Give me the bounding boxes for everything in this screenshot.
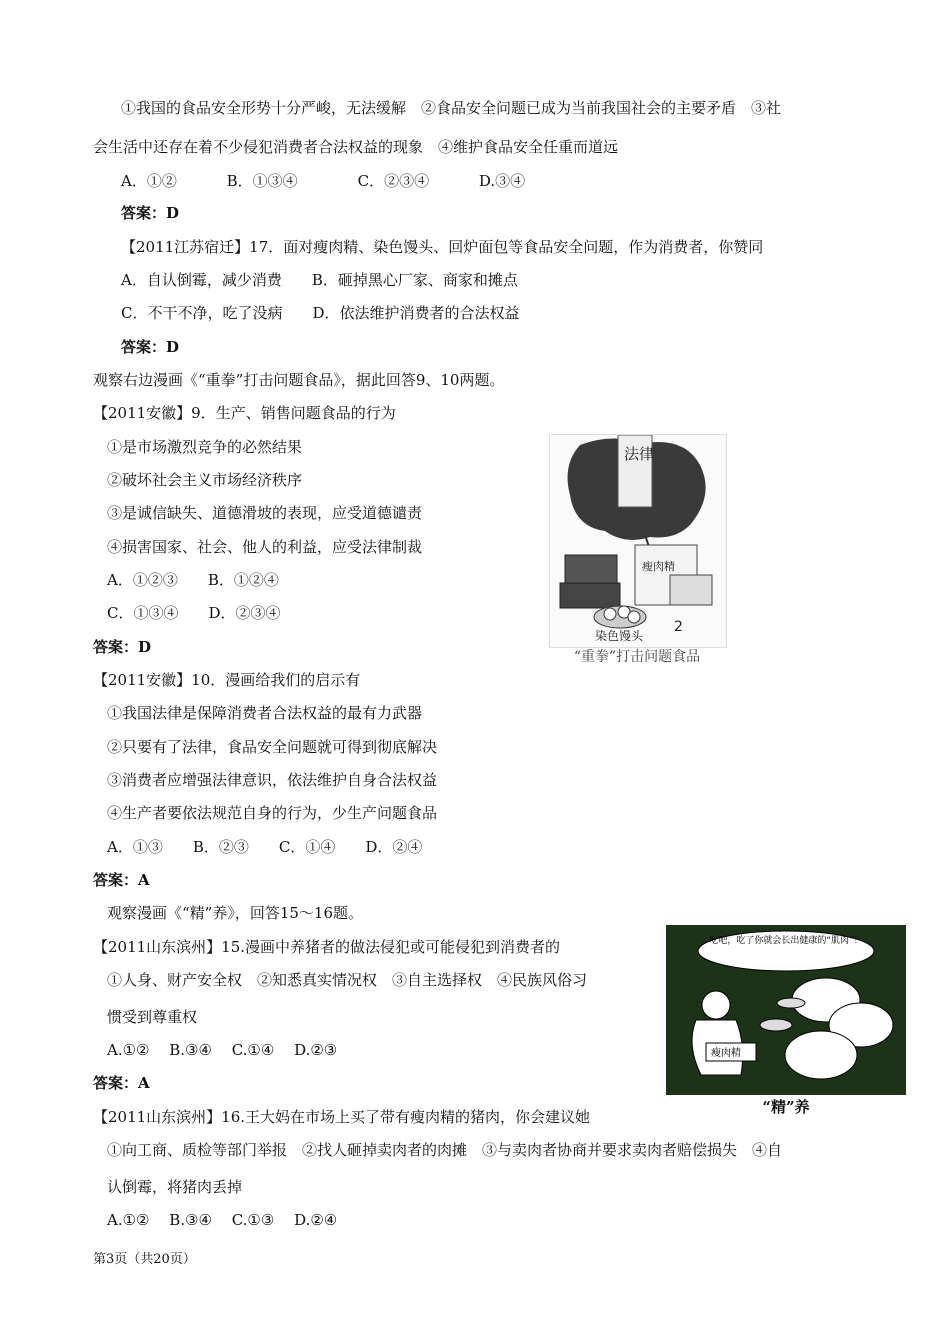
statement-line: ②只要有了法律，食品安全问题就可得到彻底解决 [107,738,438,756]
statement-line: ④损害国家、社会、他人的利益，应受法律制裁 [107,538,423,556]
question-line: 【2011安徽】9．生产、销售问题食品的行为 [93,404,396,422]
answer-line: 答案：D [93,638,152,656]
statement-line: ④生产者要依法规范自身的行为，少生产问题食品 [107,804,438,822]
question-line: 【2011江苏宿迁】17．面对瘦肉精、染色馒头、回炉面包等食品安全问题，作为消费者，你赞同 [121,238,764,256]
signature-label: 2 [674,619,683,635]
instruction-line: 观察右边漫画《“重拳”打击问题食品》，据此回答9、10两题。 [93,371,505,389]
statement-line: 惯受到尊重权 [107,1008,198,1026]
answer-line: 答案：A [93,871,150,889]
answer-line: 答案：A [93,1074,150,1092]
paragraph-line: ①我国的食品安全形势十分严峻，无法缓解 ②食品安全问题已成为当前我国社会的主要矛盾 ③社 [121,99,782,117]
option-line: C．不干不净，吃了没病 D．依法维护消费者的合法权益 [121,304,520,322]
statement-line: ③消费者应增强法律意识，依法维护自身合法权益 [107,771,438,789]
cartoon-pig-image [666,925,906,1095]
cartoon-fist-image [549,434,727,648]
bag-label: 瘦肉精 [642,560,675,573]
question-line: 【2011安徽】10．漫画给我们的启示有 [93,671,361,689]
fist-label: 法律 [624,445,655,463]
speech-bubble-text: 吃吧，吃了你就会长出健康的“肌肉”！ [709,936,863,946]
option-line: A．自认倒霉，减少消费 B．砸掉黑心厂家、商家和摊点 [121,271,518,289]
instruction-line: 观察漫画《“精”养》，回答15～16题。 [107,904,364,922]
cartoon-pig-caption: “精”养 [762,1098,810,1116]
cartoon-fist-caption: “重拳”打击问题食品 [573,649,701,665]
option-line: A.①② B.③④ C.①③ D.②④ [107,1211,338,1229]
page-footer: 第3页（共20页） [93,1252,196,1267]
pig-illustration [666,925,906,1095]
statement-line: 认倒霉，将猪肉丢掉 [107,1178,243,1196]
statement-line: ①我国法律是保障消费者合法权益的最有力武器 [107,704,423,722]
statement-line: ②破坏社会主义市场经济秩序 [107,471,303,489]
statement-line: ①是市场激烈竞争的必然结果 [107,438,303,456]
plate-label: 染色馒头 [595,629,644,643]
answer-line: 答案：D [121,204,180,222]
answer-line: 答案：D [121,338,180,356]
option-line: A.①② B.③④ C.①④ D.②③ [107,1041,338,1059]
option-line: A．①②③ B．①②④ [107,571,279,589]
paragraph-line: 会生活中还存在着不少侵犯消费者合法权益的现象 ④维护食品安全任重而道远 [93,138,619,156]
option-line: A．①③ B．②③ C．①④ D．②④ [107,838,423,856]
bowl-label: 瘦肉精 [711,1048,741,1059]
statement-line: ①向工商、质检等部门举报 ②找人砸掉卖肉者的肉摊 ③与卖肉者协商并要求卖肉者赔偿损失 ④自 [107,1141,783,1159]
option-line: C．①③④ D．②③④ [107,604,281,622]
option-line: A．①② B．①③④ C．②③④ D.③④ [121,172,526,190]
question-line: 【2011山东滨州】16.王大妈在市场上买了带有瘦肉精的猪肉，你会建议她 [93,1108,591,1126]
question-line: 【2011山东滨州】15.漫画中养猪者的做法侵犯或可能侵犯到消费者的 [93,938,561,956]
statement-line: ③是诚信缺失、道德滑坡的表现，应受道德谴责 [107,504,423,522]
fist-illustration [550,435,726,647]
statement-line: ①人身、财产安全权 ②知悉真实情况权 ③自主选择权 ④民族风俗习 [107,971,588,989]
